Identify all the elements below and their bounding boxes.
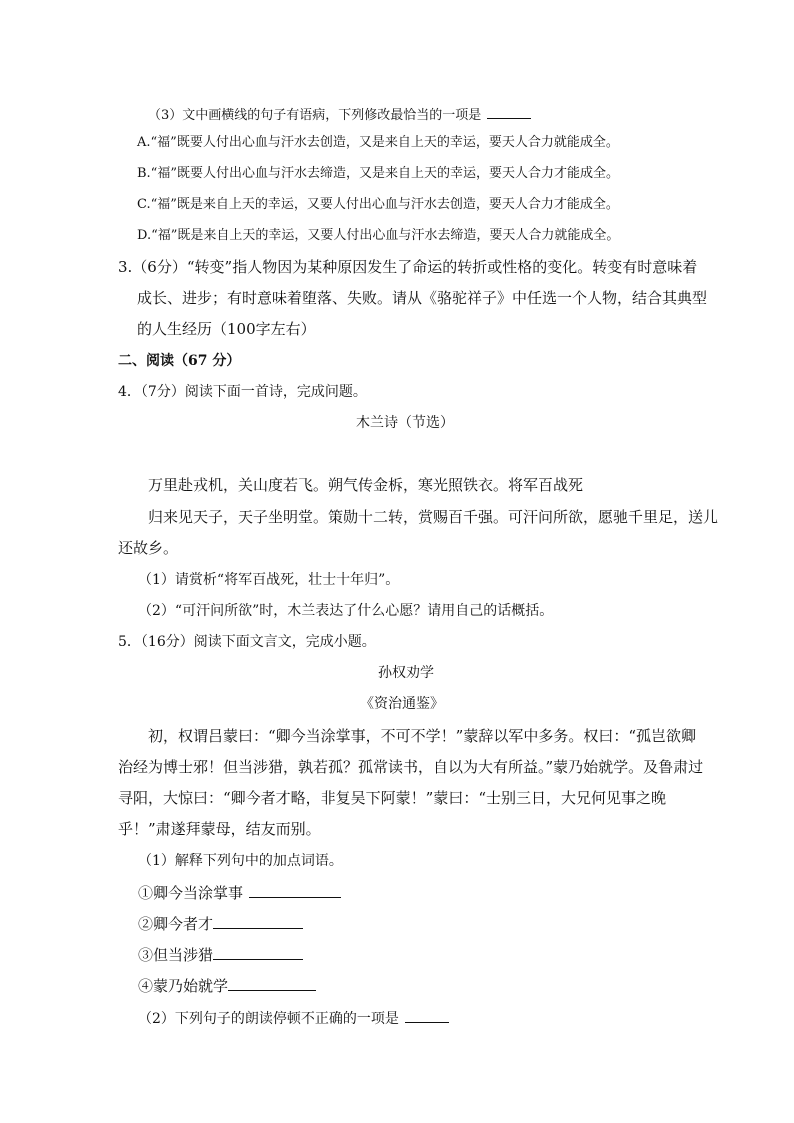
q2-part3-option-a: A.“福”既要人付出心血与汗水去创造，又是来自上天的幸运，要天人合力就能成全。 [137, 135, 619, 150]
poem-line-3: 还故乡。 [118, 539, 179, 557]
passage-title: 孙权劝学 [378, 665, 434, 681]
answer-blank[interactable] [228, 978, 316, 991]
vocab-item-3 [138, 947, 303, 963]
q2-part3-stem-text: （3）文中画横线的句子有语病，下列修改最恰当的一项是 [148, 108, 482, 123]
answer-blank[interactable] [487, 106, 531, 119]
q4-sub2: （2）“可汗问所欲”时，木兰表达了什么心愿？请用自己的话概括。 [138, 603, 554, 619]
answer-blank[interactable] [213, 947, 303, 960]
poem-line-2: 归来见天子，天子坐明堂。策勋十二转，赏赐百千强。可汗问所欲，愿驰千里足，送儿 [148, 508, 719, 526]
q3-line-3: 的人生经历（100字左右） [137, 320, 316, 338]
q2-part3-option-b: B.“福”既要人付出心血与汗水去缔造，又是来自上天的幸运，要天人合力才能成全。 [137, 166, 619, 181]
q2-part3-option-c: C.“福”既是来自上天的幸运，又要人付出心血与汗水去创造，要天人合力才能成全。 [137, 197, 619, 212]
passage-line-3: 寻阳，大惊曰：“卿今者才略，非复吴下阿蒙！”蒙曰：“士别三日，大兄何见事之晚 [118, 789, 667, 807]
vocab-item-1 [138, 885, 341, 901]
q2-part3-stem [148, 106, 531, 122]
vocab-item-2 [138, 916, 303, 932]
passage-source: 《资治通鉴》 [360, 696, 444, 712]
vocab-item-text: ①卿今当涂掌事 [138, 884, 244, 902]
poem-title: 木兰诗（节选） [356, 415, 454, 431]
answer-blank[interactable] [249, 885, 341, 898]
q5-sub1: （1）解释下列句中的加点词语。 [138, 853, 343, 869]
q4-stem: 4．（7分）阅读下面一首诗，完成问题。 [118, 384, 367, 400]
q5-stem: 5．（16分）阅读下面文言文，完成小题。 [118, 634, 376, 650]
passage-line-2: 治经为博士邪！但当涉猎，孰若孤？孤常读书，自以为大有所益。”蒙乃始就学。及鲁肃过 [118, 758, 704, 776]
vocab-item-text: ④蒙乃始就学 [138, 977, 229, 995]
vocab-item-text: ②卿今者才 [138, 915, 214, 933]
q3-line-2: 成长、进步；有时意味着堕落、失败。请从《骆驼祥子》中任选一个人物，结合其典型 [137, 289, 708, 307]
q5-sub2 [138, 1010, 449, 1026]
answer-blank[interactable] [405, 1010, 449, 1023]
answer-blank[interactable] [213, 916, 303, 929]
section-heading-reading: 二、阅读（67 分） [118, 353, 241, 369]
poem-line-1: 万里赴戎机，关山度若飞。朔气传金柝，寒光照铁衣。将军百战死 [148, 476, 584, 494]
passage-line-4: 乎！”肃遂拜蒙母，结友而别。 [118, 820, 321, 838]
q4-sub1: （1）请赏析“将军百战死，壮士十年归”。 [138, 572, 400, 588]
q2-part3-option-d: D.“福”既是来自上天的幸运，又要人付出心血与汗水去缔造，要天人合力就能成全。 [137, 228, 620, 243]
vocab-item-4 [138, 978, 316, 994]
q5-sub2-text: （2）下列句子的朗读停顿不正确的一项是 [138, 1011, 399, 1027]
q3-line-1: 3.（6分）“转变”指人物因为某种原因发生了命运的转折或性格的变化。转变有时意味着 [118, 258, 698, 276]
passage-line-1: 初，权谓吕蒙曰：“卿今当涂掌事，不可不学！”蒙辞以军中多务。权曰：“孤岂欲卿 [148, 727, 697, 745]
vocab-item-text: ③但当涉猎 [138, 946, 214, 964]
